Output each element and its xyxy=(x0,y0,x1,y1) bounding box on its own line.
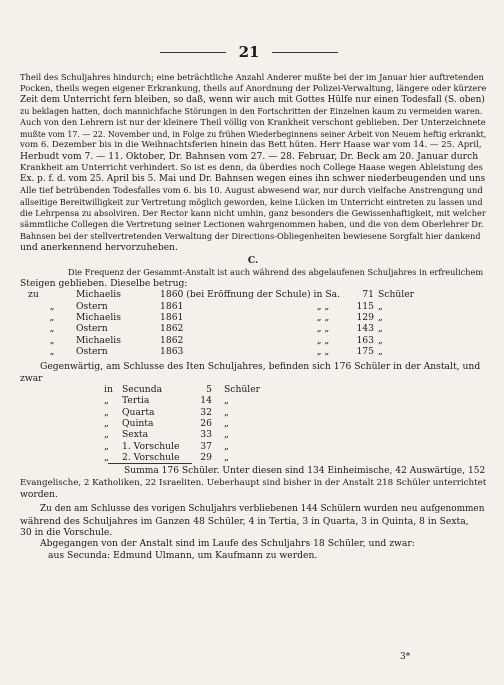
row-unit: „ xyxy=(378,334,383,346)
text-line: Zu den am Schlusse des vorigen Schuljahrs verbliebenen 144 Schülern wurden neu aufgenommen xyxy=(40,504,485,515)
text-line: Die Frequenz der Gesammt-Anstalt ist auch während des abgelaufenen Schuljahres in erfreulichem xyxy=(68,266,484,277)
text-line: Zeit dem Unterricht fern bleiben, so daß, wenn wir auch mit Gottes Hülfe nur einen Todesfall (S. oben) xyxy=(20,94,485,105)
row-unit: „ xyxy=(378,345,383,357)
row-ditto: „ „ xyxy=(316,311,330,323)
table-row xyxy=(104,418,486,429)
row-count: 14 xyxy=(200,395,212,407)
page-header xyxy=(0,44,504,60)
text-line: Ex. p. f. d. vom 25. April bis 5. Mai und Dr. Bahnsen wegen eines ihn schwer niederbeugenden und uns xyxy=(20,174,486,185)
paragraph-new-pupils xyxy=(20,504,486,538)
text-line: Steigen geblieben. Dieselbe betrug: xyxy=(20,277,188,289)
row-prefix: zu xyxy=(28,289,39,301)
paragraph-present xyxy=(20,361,486,384)
row-count: 71 xyxy=(362,289,374,301)
row-unit: „ xyxy=(224,440,229,452)
row-count: 37 xyxy=(200,440,212,452)
header-rule-right xyxy=(272,52,338,53)
row-unit: Schüler xyxy=(378,289,415,301)
row-year: 1862 xyxy=(160,323,184,335)
table-row xyxy=(104,429,486,440)
paragraph-frequency-intro xyxy=(20,267,486,290)
row-ditto: „ „ xyxy=(316,323,330,335)
section-heading: C. xyxy=(247,254,259,266)
paragraph-departed xyxy=(20,538,486,561)
row-class: 2. Vorschule xyxy=(122,452,180,463)
row-count: 175 xyxy=(356,345,374,357)
text-line: Krankheit am Unterricht verhindert. So ist es denn, da überdies noch College Haase wegen Ableistung des xyxy=(20,162,483,173)
row-count: 143 xyxy=(356,323,374,335)
text-line: Herbudt vom 7. — 11. Oktober, Dr. Bahnsen vom 27. — 28. Februar, Dr. Beck am 20. Januar durch xyxy=(20,151,479,163)
row-unit: „ xyxy=(224,417,229,429)
text-line: und anerkennend hervorzuheben. xyxy=(20,242,178,254)
row-term: Ostern xyxy=(76,323,108,335)
text-line: Summa 176 Schüler. Unter diesen sind 134 Einheimische, 42 Auswärtige, 152 xyxy=(124,466,486,477)
sum-rule xyxy=(108,463,192,464)
table-row xyxy=(28,312,486,323)
row-count: 29 xyxy=(200,452,212,463)
row-term: Ostern xyxy=(76,345,108,357)
paragraph-summary xyxy=(20,466,486,500)
row-count: 26 xyxy=(200,417,212,429)
text-line: Abgegangen von der Anstalt sind im Laufe des Schuljahrs 18 Schüler, und zwar: xyxy=(40,538,415,550)
row-count: 5 xyxy=(206,383,212,395)
row-class: Quarta xyxy=(122,406,155,418)
text-line: Alle tief betrübenden Todesfalles vom 6. bis 10. August abwesend war, nur durch vielfache Anstrengung und xyxy=(20,185,483,196)
table-row xyxy=(28,289,486,300)
text-line: während des Schuljahres im Ganzen 48 Schüler, 4 in Tertia, 3 in Quarta, 3 in Quinta, 8 in Sexta, xyxy=(20,515,469,527)
page-body xyxy=(20,72,486,561)
row-count: 32 xyxy=(200,406,212,418)
frequency-table xyxy=(28,289,486,357)
text-line: Gegenwärtig, am Schlusse des Iten Schuljahres, befinden sich 176 Schüler in der Anstalt, und xyxy=(40,361,481,373)
text-line: mußte vom 17. — 22. November und, in Folge zu frühen Wiederbeginnens seiner Arbeit von Neuem heftig erkrankt, xyxy=(20,129,486,139)
text-line: sämmtliche Collegen die Vertretung seiner Lectionen wahrgenommen haben, und die von dem Oberlehrer Dr. xyxy=(20,219,484,230)
row-prefix: „ xyxy=(49,311,55,323)
text-line: aus Secunda: Edmund Ulmann, um Kaufmann zu werden. xyxy=(48,549,318,561)
row-unit: Schüler xyxy=(224,383,261,395)
row-year: 1861 xyxy=(160,311,184,323)
row-year: 1861 xyxy=(160,300,184,312)
table-row xyxy=(104,395,486,406)
text-line: Pocken, theils wegen eigener Erkrankung, theils auf Anordnung der Polizei-Verwaltung, längere oder kürzere xyxy=(20,83,486,94)
row-unit: „ xyxy=(378,311,383,323)
row-term: Michaelis xyxy=(76,289,121,301)
row-prefix: „ xyxy=(104,429,109,441)
row-year: 1862 xyxy=(160,334,184,346)
table-row xyxy=(104,441,486,452)
row-prefix: „ xyxy=(104,395,109,407)
row-term: Michaelis xyxy=(76,334,121,346)
text-line: 30 in die Vorschule. xyxy=(20,527,113,539)
text-line: allseitige Bereitwilligkeit zur Vertretung möglich geworden, keine Lücken im Unterricht eintreten zu lassen und xyxy=(20,196,483,207)
row-prefix: „ xyxy=(104,406,109,418)
page-number: 21 xyxy=(238,43,260,61)
text-line: die Lehrpensa zu absolviren. Der Rector kann nicht umhin, ganz besonders die Gewissenhaftigkeit, mit welcher xyxy=(20,208,486,219)
row-unit: „ xyxy=(378,323,383,335)
paragraph-illness xyxy=(20,72,486,254)
table-row xyxy=(28,346,486,357)
classes-table xyxy=(104,384,486,463)
table-row xyxy=(28,323,486,334)
row-prefix: in xyxy=(104,383,113,395)
row-prefix: „ xyxy=(104,452,109,463)
table-row xyxy=(104,384,486,395)
row-prefix: „ xyxy=(49,334,55,346)
text-line: vom 6. Dezember bis in die Weihnachtsferien hinein das Bett hüten. Herr Haase war vom 14. — 25. April, xyxy=(20,140,482,151)
row-count: 163 xyxy=(356,334,374,346)
row-prefix: „ xyxy=(49,345,55,357)
text-line: zu beklagen hatten, doch mannichfache Störungen in den Fortschritten der Einzelnen kaum zu vermeiden waren. xyxy=(20,107,483,117)
row-class: 1. Vorschule xyxy=(122,440,180,452)
header-rule-left xyxy=(160,52,226,53)
row-unit: „ xyxy=(224,406,229,418)
text-line: Auch von den Lehrern ist nur der kleinere Theil völlig von Krankheit verschont geblieben. Der Unterzeichnete xyxy=(20,117,486,128)
row-term: Michaelis xyxy=(76,311,121,323)
row-year: 1860 (bei Eröffnung der Schule) in Sa. xyxy=(160,289,341,301)
row-prefix: „ xyxy=(104,440,109,452)
row-count: 33 xyxy=(200,429,212,441)
table-row xyxy=(104,452,486,463)
table-row xyxy=(28,335,486,346)
row-count: 115 xyxy=(356,300,374,312)
row-ditto: „ „ xyxy=(316,334,330,346)
row-class: Quinta xyxy=(122,417,154,429)
row-ditto: „ „ xyxy=(316,300,330,312)
text-line: Bahnsen bei der stellvertretenden Verwaltung der Directions-Obliegenheiten bewiesene Sorgfalt hier dankend xyxy=(20,230,481,241)
row-count: 129 xyxy=(356,311,374,323)
row-unit: „ xyxy=(378,300,383,312)
row-prefix: „ xyxy=(49,323,55,335)
row-term: Ostern xyxy=(76,300,108,312)
row-class: Secunda xyxy=(122,383,163,395)
text-line: zwar xyxy=(20,372,43,384)
text-line: worden. xyxy=(20,489,58,501)
text-line: Theil des Schuljahres hindurch; eine beträchtliche Anzahl Anderer mußte bei der im Januar hier auftretenden xyxy=(20,72,484,82)
row-unit: „ xyxy=(224,452,229,463)
table-row xyxy=(104,407,486,418)
row-prefix: „ xyxy=(49,300,55,312)
row-ditto: „ „ xyxy=(316,345,330,357)
row-year: 1863 xyxy=(160,345,184,357)
table-row xyxy=(28,301,486,312)
row-unit: „ xyxy=(224,395,229,407)
row-prefix: „ xyxy=(104,417,109,429)
row-class: Sexta xyxy=(122,429,149,441)
signature-mark: 3* xyxy=(400,652,411,662)
text-line: Evangelische, 2 Katholiken, 22 Israeliten. Ueberhaupt sind bisher in der Anstalt 218 Schüler unterrichtet xyxy=(20,477,486,488)
row-unit: „ xyxy=(224,429,229,441)
row-class: Tertia xyxy=(122,395,150,407)
